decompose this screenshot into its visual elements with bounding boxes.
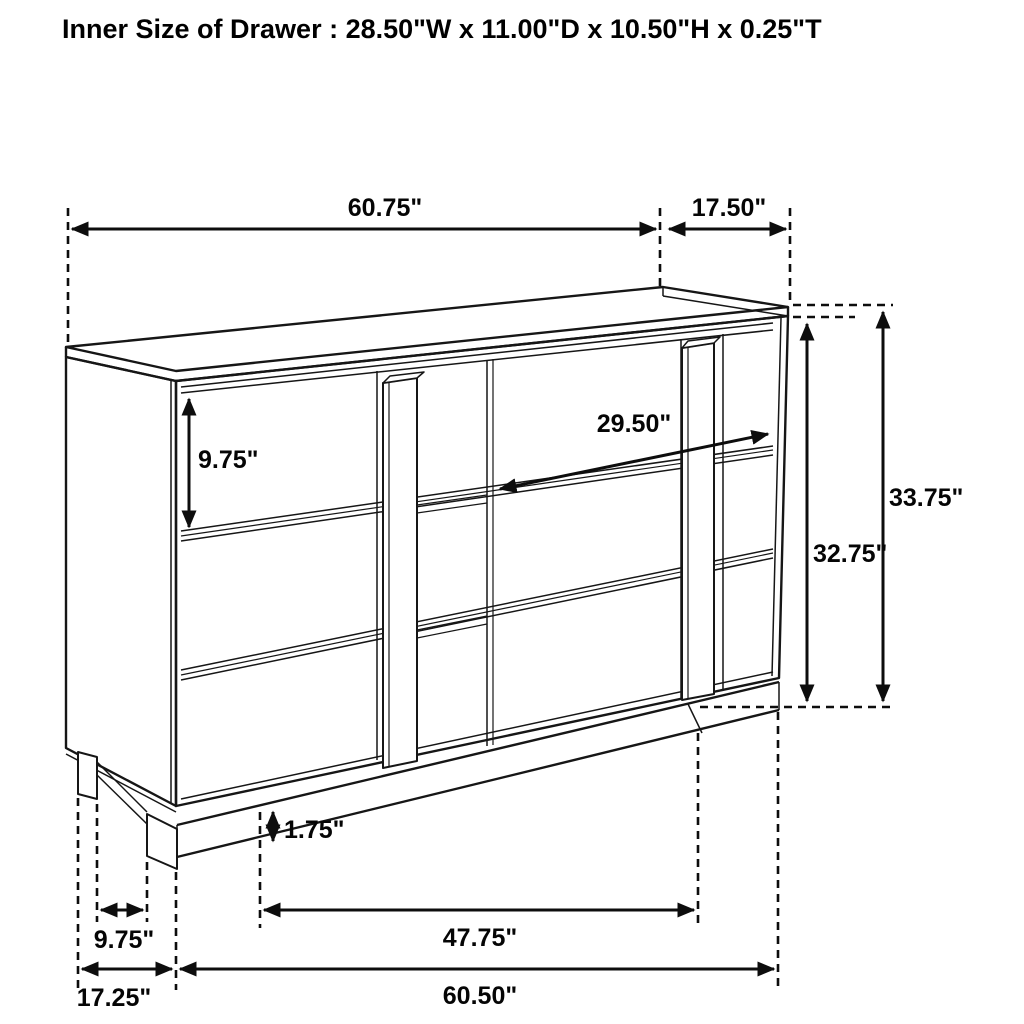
dim-label-leg-span: 47.75": [442, 924, 518, 952]
dresser-back-left-leg: [78, 752, 147, 824]
dimension-labels: [77, 194, 964, 1012]
dim-label-bottom-depth: 17.25": [76, 984, 152, 1012]
dim-label-leg-inset: 9.75": [93, 926, 155, 954]
dim-label-overall-height: 33.75": [889, 484, 964, 512]
page-title: Inner Size of Drawer : 28.50"W x 11.00"D x 10.50"H x 0.25"T: [62, 14, 822, 44]
dresser-front-left-leg: [147, 814, 177, 869]
dresser-base-rail: [177, 682, 779, 857]
dim-label-drawer-opening-width: 29.50": [596, 410, 672, 438]
dresser-vertical-bar-right: [682, 337, 720, 700]
construction-lines: [68, 208, 893, 990]
dim-label-bottom-width: 60.50": [442, 982, 518, 1010]
dim-label-top-depth: 17.50": [691, 194, 767, 222]
dim-label-base-height: 1.75": [284, 816, 345, 844]
dresser-outline: [66, 287, 788, 869]
dim-label-body-height: 32.75": [813, 540, 888, 568]
dresser-left-side-panel: [66, 357, 176, 812]
dim-label-drawer-front-height: 9.75": [198, 446, 259, 474]
dim-label-top-width: 60.75": [347, 194, 423, 222]
dresser-vertical-bar-left: [383, 372, 424, 768]
